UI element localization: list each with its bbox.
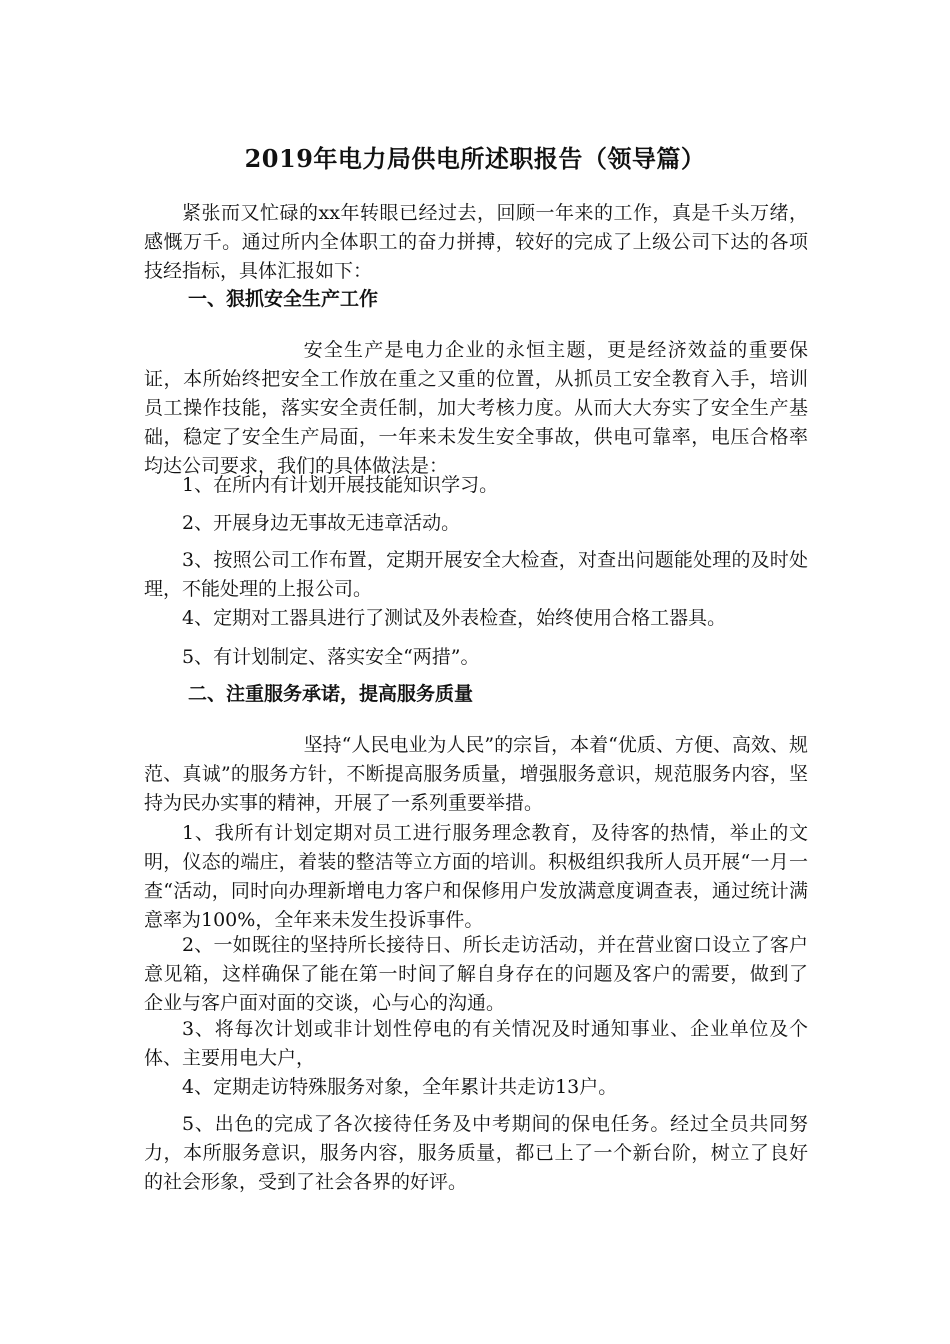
document-title: 2019年电力局供电所述职报告（领导篇） [244,144,706,173]
section-1-item-2: 2、开展身边无事故无违章活动。 [182,512,461,534]
intro-paragraph: 紧张而又忙碌的xx年转眼已经过去，回顾一年来的工作，真是千头万绪，感慨万千。通过所内全体职工的奋力拼搏，较好的完成了上级公司下达的各项技经指标，具体汇报如下： [144,202,808,282]
section-1-item-1: 1、在所内有计划开展技能知识学习。 [182,474,499,496]
section-1-item-5: 5、有计划制定、落实安全“两措”。 [182,646,480,668]
section-2-item-2: 2、一如既往的坚持所长接待日、所长走访活动，并在营业窗口设立了客户意见箱，这样确保了能在第一时间了解自身存在的问题及客户的需要，做到了企业与客户面对面的交谈，心与心的沟通。 [144,934,808,1014]
section-2-item-4: 4、定期走访特殊服务对象，全年累计共走访13户。 [182,1076,618,1098]
section-2-heading: 二、注重服务承诺，提高服务质量 [188,683,474,705]
section-1-item-4: 4、定期对工器具进行了测试及外表检查，始终使用合格工器具。 [182,607,727,629]
section-1-item-3: 3、按照公司工作布置，定期开展安全大检查，对查出问题能处理的及时处理，不能处理的上报公司。 [144,549,808,600]
section-2-item-3: 3、将每次计划或非计划性停电的有关情况及时通知事业、企业单位及个体、主要用电大户， [144,1018,808,1069]
section-2-lead-paragraph: 坚持“人民电业为人民”的宗旨，本着“优质、方便、高效、规范、真诚”的服务方针，不断提高服务质量，增强服务意识，规范服务内容，坚持为民办实事的精神，开展了一系列重要举措。 [144,734,808,814]
section-1-heading: 一、狠抓安全生产工作 [188,288,379,310]
section-2-item-1: 1、我所有计划定期对员工进行服务理念教育，及待客的热情，举止的文明，仪态的端庄，着装的整洁等立方面的培训。积极组织我所人员开展“一月一查“活动，同时向办理新增电力客户和保修用户发放满意度调查表，通过统计满意率为100%，全年来未发生投诉事件。 [144,822,808,931]
section-2-item-5: 5、出色的完成了各次接待任务及中考期间的保电任务。经过全员共同努力，本所服务意识，服务内容，服务质量，都已上了一个新台阶，树立了良好的社会形象，受到了社会各界的好评。 [144,1113,808,1193]
section-1-lead-paragraph: 安全生产是电力企业的永恒主题，更是经济效益的重要保证，本所始终把安全工作放在重之又重的位置，从抓员工安全教育入手，培训员工操作技能，落实安全责任制，加大考核力度。从而大大夯实了安全生产基础，稳定了安全生产局面，一年来未发生安全事故，供电可靠率，电压合格率均达公司要求，我们的具体做法是： [144,339,808,477]
